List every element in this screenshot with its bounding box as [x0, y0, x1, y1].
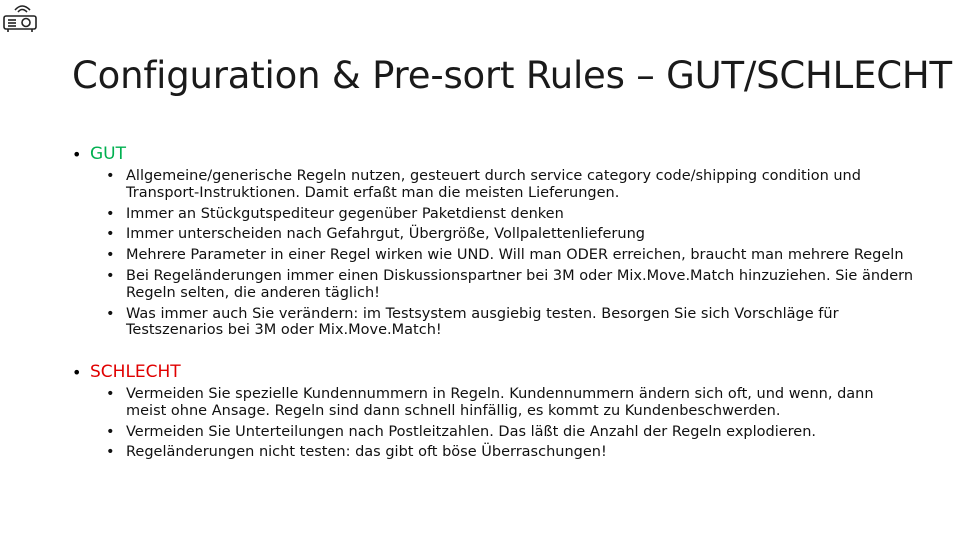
- list-item-text: Immer unterscheiden nach Gefahrgut, Übergröße, Vollpalettenlieferung: [126, 226, 645, 243]
- list-item-text: Allgemeine/generische Regeln nutzen, gesteuert durch service category code/shipping condition und Transport-Instruktionen. Damit erfaßt man die meisten Lieferungen.: [126, 168, 861, 201]
- list-item: [106, 306, 918, 340]
- section-label-schlecht: SCHLECHT: [90, 362, 181, 382]
- schlecht-list: [106, 386, 918, 461]
- section-heading-gut: [72, 144, 884, 168]
- list-item-text: Was immer auch Sie verändern: im Testsystem ausgiebig testen. Besorgen Sie sich Vorschläge für Testszenarios bei 3M oder Mix.Move.Match!: [126, 305, 839, 339]
- list-item-text: Vermeiden Sie spezielle Kundennummern in Regeln. Kundennummern ändern sich oft, und wenn, dann meist ohne Ansage. Regeln sind dann schnell hinfällig, es kommt zu Kundenbeschwerden.: [126, 386, 874, 419]
- bullet-marker: •: [106, 444, 115, 461]
- section-heading-schlecht: [72, 362, 884, 386]
- list-item-text: Bei Regeländerungen immer einen Diskussionspartner bei 3M oder Mix.Move.Match hinzuziehen. Sie ändern Regeln selten, die anderen täglich!: [126, 267, 914, 301]
- list-item: [106, 247, 918, 264]
- list-item-text: Immer an Stückgutspediteur gegenüber Paketdienst denken: [126, 205, 564, 222]
- projector-icon: [2, 4, 38, 34]
- list-item: [106, 268, 918, 302]
- bullet-marker: •: [72, 363, 82, 382]
- bullet-marker: •: [106, 205, 115, 222]
- list-item: [106, 386, 918, 420]
- bullet-marker: •: [72, 145, 82, 164]
- list-item: [106, 226, 918, 243]
- list-item: [106, 424, 918, 441]
- bullet-marker: •: [106, 267, 115, 284]
- list-item-text: Mehrere Parameter in einer Regel wirken wie UND. Will man ODER erreichen, braucht man mehrere Regeln: [126, 247, 904, 264]
- list-item: [106, 444, 918, 461]
- slide-title: Configuration & Pre-sort Rules – GUT/SCHLECHT: [72, 54, 952, 97]
- bullet-marker: •: [106, 168, 115, 184]
- section-gut: [72, 144, 914, 343]
- bullet-marker: •: [106, 305, 115, 322]
- section-label-gut: GUT: [90, 144, 127, 164]
- bullet-marker: •: [106, 386, 115, 402]
- section-schlecht: [72, 362, 884, 465]
- gut-list: [106, 168, 918, 339]
- bullet-marker: •: [106, 423, 115, 440]
- bullet-marker: •: [106, 247, 115, 264]
- list-item-text: Vermeiden Sie Unterteilungen nach Postleitzahlen. Das läßt die Anzahl der Regeln explodieren.: [126, 423, 817, 440]
- list-item: [106, 206, 918, 223]
- list-item-text: Regeländerungen nicht testen: das gibt oft böse Überraschungen!: [126, 444, 607, 461]
- bullet-marker: •: [106, 226, 115, 243]
- list-item: [106, 168, 918, 202]
